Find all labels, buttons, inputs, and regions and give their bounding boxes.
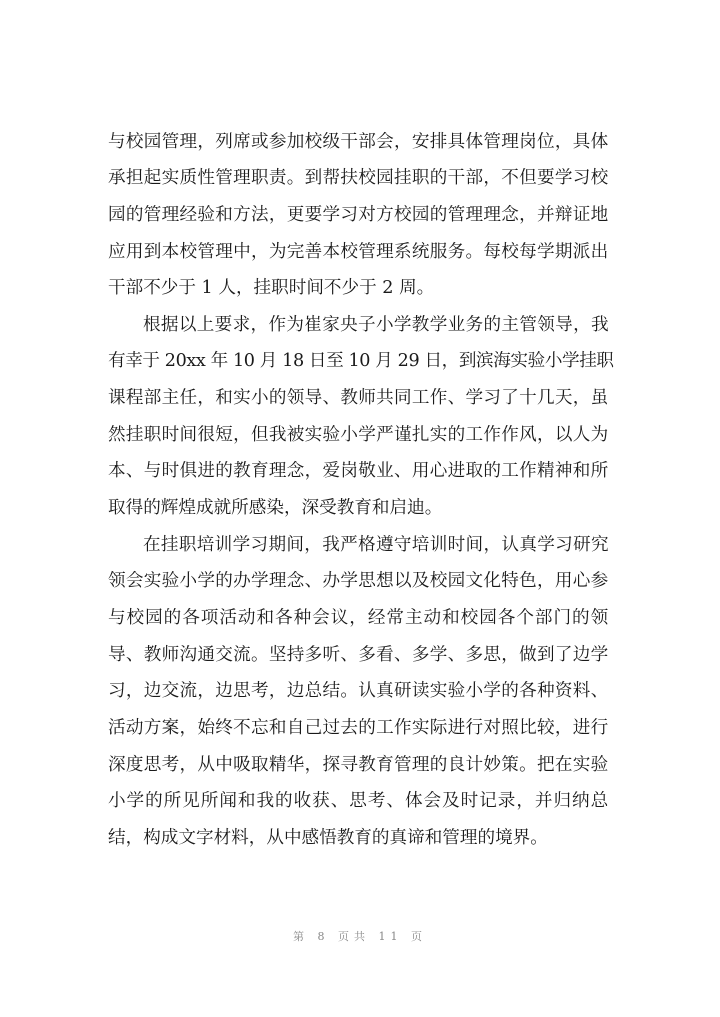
text-line: 小学的所见所闻和我的收获、思考、体会及时记录，并归纳总: [108, 791, 608, 811]
text-line: 有幸于 20xx 年 10 月 18 日至 10 月 29 日，到滨海实验小学挂职: [108, 351, 614, 371]
text-line: 与校园的各项活动和各种会议，经常主动和校园各个部门的领: [108, 608, 608, 628]
text-line: 活动方案，始终不忘和自己过去的工作实际进行对照比较，进行: [108, 718, 608, 738]
text-line: 导、教师沟通交流。坚持多听、多看、多学、多思，做到了边学: [108, 645, 608, 665]
text-line: 园的管理经验和方法，更要学习对方校园的管理理念，并辩证地: [108, 205, 608, 225]
text-line: 与校园管理，列席或参加校级干部会，安排具体管理岗位，具体: [108, 132, 608, 152]
text-line: 课程部主任，和实小的领导、教师共同工作、学习了十几天，虽: [108, 388, 608, 408]
page-number: 第 8 页共 11 页: [293, 930, 427, 943]
text-line: 领会实验小学的办学理念、办学思想以及校园文化特色，用心参: [108, 571, 608, 591]
text-line: 取得的辉煌成就所感染，深受教育和启迪。: [108, 498, 443, 518]
text-line: 深度思考，从中吸取精华，探寻教育管理的良计妙策。把在实验: [108, 755, 608, 775]
text-line: 承担起实质性管理职责。到帮扶校园挂职的干部，不但要学习校: [108, 168, 608, 188]
text-line: 干部不少于 1 人，挂职时间不少于 2 周。: [108, 278, 435, 298]
text-line: 应用到本校管理中，为完善本校管理系统服务。每校每学期派出: [108, 242, 608, 262]
text-line: 然挂职时间很短，但我被实验小学严谨扎实的工作作风，以人为: [108, 425, 608, 445]
text-line: 在挂职培训学习期间，我严格遵守培训时间，认真学习研究: [143, 535, 608, 555]
text-line: 结，构成文字材料，从中感悟教育的真谛和管理的境界。: [108, 828, 548, 848]
text-line: 习，边交流，边思考，边总结。认真研读实验小学的各种资料、: [108, 681, 608, 701]
text-line: 根据以上要求，作为崔家央子小学教学业务的主管领导，我: [143, 315, 608, 335]
text-line: 本、与时俱进的教育理念，爱岗敬业、用心进取的工作精神和所: [108, 461, 608, 481]
